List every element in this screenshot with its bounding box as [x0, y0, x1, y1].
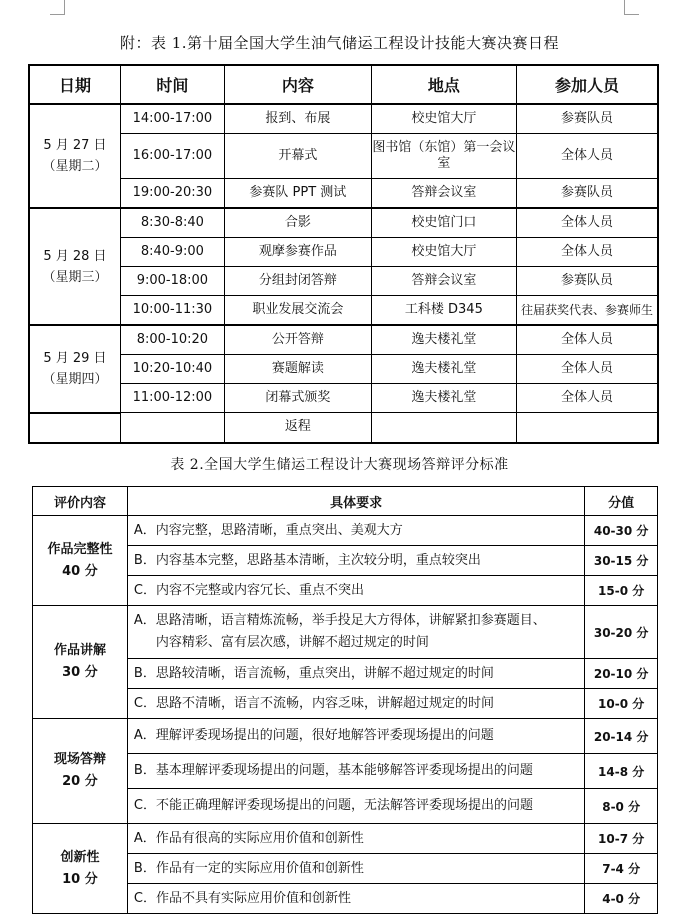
people-cell: 参赛队员 [516, 267, 658, 296]
date-cell-empty [29, 413, 120, 443]
requirement-cell: B．作品有一定的实际应用价值和创新性 [127, 854, 584, 884]
date-cell [29, 208, 120, 325]
date-text: 5 月 27 日 [43, 138, 107, 153]
content-cell: 报到、布展 [224, 104, 371, 134]
table-row [33, 719, 658, 754]
header-date: 日期 [29, 65, 120, 104]
place-cell: 校史馆大厅 [371, 104, 516, 134]
table-row [29, 325, 658, 355]
table-row [33, 606, 658, 659]
table1-title: 附：表 1.第十届全国大学生油气储运工程设计技能大赛决赛日程 [119, 34, 560, 52]
content-cell: 职业发展交流会 [224, 296, 371, 326]
place-cell: 逸夫楼礼堂 [371, 355, 516, 384]
table-row [29, 413, 658, 443]
score-cell: 8-0 分 [585, 789, 658, 824]
table-row [29, 384, 658, 413]
header-criteria: 评价内容 [33, 487, 128, 516]
requirement-line: 内容精彩、富有层次感，讲解不超过规定的时间 [155, 635, 429, 650]
content-cell: 赛题解读 [224, 355, 371, 384]
criteria-name: 作品完整性 [47, 541, 113, 557]
page-corner-mark-right [624, 0, 639, 15]
score-cell: 30-15 分 [585, 546, 658, 576]
people-cell: 往届获奖代表、参赛师生 [516, 296, 658, 326]
requirement-cell: B．思路较清晰，语言流畅，重点突出，讲解不超过规定的时间 [127, 659, 584, 689]
people-cell [516, 413, 658, 443]
score-cell: 7-4 分 [585, 854, 658, 884]
table-row [29, 355, 658, 384]
score-cell: 40-30 分 [585, 516, 658, 546]
requirement-cell: B．内容基本完整，思路基本清晰，主次较分明，重点较突出 [127, 546, 584, 576]
place-cell: 图书馆（东馆）第一会议室 [371, 134, 516, 179]
content-cell: 公开答辩 [224, 325, 371, 355]
content-cell: 返程 [224, 413, 371, 443]
header-place: 地点 [371, 65, 516, 104]
place-cell: 逸夫楼礼堂 [371, 325, 516, 355]
criteria-cell [33, 719, 128, 824]
scoring-header-row [33, 487, 658, 516]
weekday-text: （星期四） [42, 371, 108, 387]
place-cell: 答辩会议室 [371, 179, 516, 209]
time-cell: 8:30-8:40 [120, 208, 224, 238]
people-cell: 参赛队员 [516, 179, 658, 209]
header-people: 参加人员 [516, 65, 658, 104]
date-text: 5 月 29 日 [43, 350, 107, 366]
score-cell: 14-8 分 [585, 754, 658, 789]
people-cell: 全体人员 [516, 325, 658, 355]
header-time: 时间 [120, 65, 224, 104]
date-cell [29, 104, 120, 208]
score-cell: 20-10 分 [585, 659, 658, 689]
requirement-cell: B．基本理解评委现场提出的问题，基本能够解答评委现场提出的问题 [127, 754, 584, 789]
score-cell: 15-0 分 [585, 576, 658, 606]
requirement-cell: C．思路不清晰，语言不流畅，内容乏味，讲解超过规定的时间 [127, 689, 584, 719]
table-row [29, 104, 658, 134]
people-cell: 全体人员 [516, 238, 658, 267]
criteria-name: 创新性 [60, 849, 100, 865]
score-cell: 4-0 分 [585, 884, 658, 914]
people-cell: 全体人员 [516, 208, 658, 238]
content-cell: 开幕式 [224, 134, 371, 179]
people-cell: 全体人员 [516, 384, 658, 413]
place-cell [371, 413, 516, 443]
criteria-points: 30 分 [62, 665, 98, 680]
table-row [33, 824, 658, 854]
requirement-cell: A．理解评委现场提出的问题，很好地解答评委现场提出的问题 [127, 719, 584, 754]
header-requirements: 具体要求 [127, 487, 584, 516]
date-cell [29, 325, 120, 413]
criteria-points: 40 分 [62, 563, 98, 579]
people-cell: 参赛队员 [516, 104, 658, 134]
time-cell: 11:00-12:00 [120, 384, 224, 413]
content-cell: 分组封闭答辩 [224, 267, 371, 296]
time-cell: 10:00-11:30 [120, 296, 224, 326]
place-cell: 答辩会议室 [371, 267, 516, 296]
requirement-cell: C．作品不具有实际应用价值和创新性 [127, 884, 584, 914]
table-row [33, 516, 658, 546]
weekday-text: （星期二） [42, 159, 108, 174]
criteria-points: 10 分 [62, 871, 98, 887]
table-row [29, 238, 658, 267]
score-cell: 10-0 分 [585, 689, 658, 719]
table-row [29, 208, 658, 238]
content-cell: 观摩参赛作品 [224, 238, 371, 267]
time-cell: 8:40-9:00 [120, 238, 224, 267]
schedule-header-row [29, 65, 658, 104]
people-cell: 全体人员 [516, 355, 658, 384]
place-cell: 逸夫楼礼堂 [371, 384, 516, 413]
time-cell [120, 413, 224, 443]
requirement-cell: A．作品有很高的实际应用价值和创新性 [127, 824, 584, 854]
place-cell: 校史馆大厅 [371, 238, 516, 267]
criteria-cell [33, 516, 128, 606]
time-cell: 9:00-18:00 [120, 267, 224, 296]
table2-title: 表 2.全国大学生储运工程设计大赛现场答辩评分标准 [170, 457, 509, 473]
content-cell: 参赛队 PPT 测试 [224, 179, 371, 209]
time-cell: 8:00-10:20 [120, 325, 224, 355]
score-cell: 20-14 分 [585, 719, 658, 754]
requirement-cell: C．不能正确理解评委现场提出的问题，无法解答评委现场提出的问题 [127, 789, 584, 824]
time-cell: 14:00-17:00 [120, 104, 224, 134]
criteria-points: 20 分 [62, 774, 98, 789]
scoring-table [32, 486, 658, 914]
people-cell: 全体人员 [516, 134, 658, 179]
content-cell: 合影 [224, 208, 371, 238]
time-cell: 16:00-17:00 [120, 134, 224, 179]
criteria-cell [33, 606, 128, 719]
table-row [29, 267, 658, 296]
requirement-line: A．思路清晰，语言精炼流畅，举手投足大方得体，讲解紧扣参赛题目、 [133, 613, 546, 628]
date-text: 5 月 28 日 [43, 248, 107, 264]
requirement-cell: A．内容完整，思路清晰，重点突出、美观大方 [127, 516, 584, 546]
criteria-name: 作品讲解 [53, 643, 106, 658]
weekday-text: （星期三） [42, 269, 108, 285]
table-row [29, 134, 658, 179]
criteria-name: 现场答辩 [53, 752, 106, 767]
requirement-cell [127, 606, 584, 659]
time-cell: 19:00-20:30 [120, 179, 224, 209]
place-cell: 校史馆门口 [371, 208, 516, 238]
schedule-table [28, 64, 659, 444]
score-cell: 10-7 分 [585, 824, 658, 854]
table-row [29, 296, 658, 326]
place-cell: 工科楼 D345 [371, 296, 516, 326]
content-cell: 闭幕式颁奖 [224, 384, 371, 413]
requirement-cell: C．内容不完整或内容冗长、重点不突出 [127, 576, 584, 606]
header-content: 内容 [224, 65, 371, 104]
header-score: 分值 [585, 487, 658, 516]
score-cell: 30-20 分 [585, 606, 658, 659]
page-corner-mark-left [50, 0, 65, 15]
table-row [29, 179, 658, 209]
criteria-cell [33, 824, 128, 914]
time-cell: 10:20-10:40 [120, 355, 224, 384]
